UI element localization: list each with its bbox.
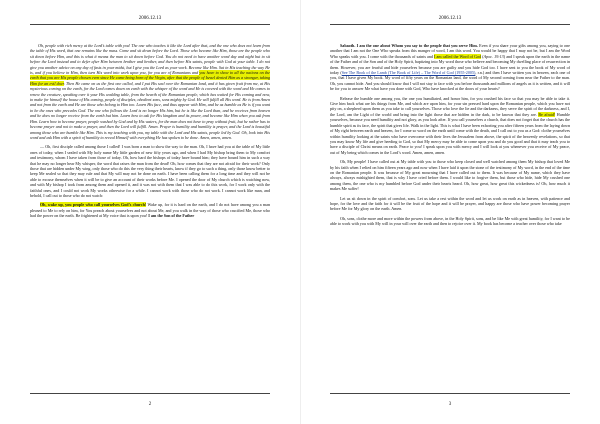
text-segment: Wake up, for it is hard on the earth, and I do not have among you a man pleased to Me to rely on him, for You preach about yourselves and not about Me, and you walk in the way of those who crucified Me, those who had the power on the earth. Be frightened at My voice that is upon you! xyxy=(30,202,270,219)
text-segment: Oh, people with rich mercy at the Lord’s table with you! The one who teaches it like the Lord after that, and the one who does not learn from the table of His word, that one remains like the mass. Come and sit down before the Lord. Those who become like Him, those are the people who sit down before Him, and this is what it means the man to sit down before God. You do not need to have another word day and night but to sit before the Lord instead and to defer after Him between brother and brother, and then before His saints, people with God at your table. I do not give you another advice on any day of fasts in your midst, but I give you the Lord as your work. Become like Him. Sat in His teaching the way He is, and if you believe in Him, then turn His word into work upon you, for you are of Romanians and xyxy=(30,43,270,76)
text-segment: I am the Son of the Father xyxy=(148,213,195,219)
right-page-number: 3 xyxy=(448,402,452,407)
paragraph xyxy=(30,202,270,218)
text-segment: ( xyxy=(481,53,484,59)
left-footer-rule xyxy=(30,393,270,394)
left-header-rule xyxy=(30,24,270,25)
highlighted-text: I am called the Word of God xyxy=(434,53,482,59)
text-segment: , r.n.) and then I have written you in heaven, each one of you, that I have given My book. My word of fifty years on the Romanian land, the word of My second coming from near the Father to the man. Oh, you cannot hide. And you should know that I will not stay to face with you before thousands and millions of angels as it is written, and it will be for you to answer Me what have you done with God, Who have knocked at the doors of your hearts? xyxy=(330,70,570,92)
paragraph xyxy=(330,196,570,212)
left-page-header: 2006.12.13 xyxy=(138,16,162,21)
text-segment: Release the humble one among you, the one you humiliated, and honor him, for you crushed his face so that you may be able to take it. Give him back what are his things from Me, and which are upon him, for your sin pressed hard upon the Romanian people, which you have not pity on, a shepherd upon them as you take to call yourselves. Those who love the lie and the darkness, they serve the spirit of the darkness, and I, the Lord, am the Light of the world and bring into the light those that are hidden in the dark, to be known that they are. xyxy=(330,95,570,117)
paragraph xyxy=(30,144,270,198)
text-segment: — Oh, first disciple called among those I called! I was born a man to show the way to the man. Oh, I have had you at the table of My little ones of today, when I sealed with My holy name My little garden of new fifty years ago, and when I had My bishop bring them to My comfort and testimony, whom I have taken from those of today. Oh, how hard the bishops of today have bound him; they have bound him in such a way that he may no longer hear My whisper, the word that raises the man from the dead! Oh, how comes that they are not afraid for their work? Only those that are hidden under My wing, only those who do this the very thing their hearts, know if they go to such a thing, only those know better to keep Me sealed so that they may rule and that My will may not be done on earth. I have been calling them for a long time and they will not be able to excuse themselves when it will be to give an account of their works before Me. I opened the door of My church which is watching now, and with My bishop I took from among them and opened it, and it was not with them that I was able to do this work, for I work only with the faithful ones, and I could not work My works otherwise for a while. I cannot work with those who do not work. I cannot work like man, and behold, I call out to those who do not watch: xyxy=(30,144,270,198)
right-footer-rule xyxy=(330,393,570,394)
right-page xyxy=(300,0,600,424)
text-segment: ) and I speak upon the earth in the name of the Father and of the Son and of the Holy Spirit, baptizing into My word those who believe and becoming My dwelling place of resurrection in them. However, you are fearful and hide yourselves because you are guilty and you hide God too. I have sent to you the book of My word of today ( xyxy=(330,53,571,76)
text-segment: Oh, My people! I have called out at My table with you to those who keep closed and well watched among them My bishop that loved Me by his faith when I relied on him fifteen years ago and now when I have laid it upon the stone of the testimony of My word, in the end of the time on the Romanian people. It was because of My great mourning that I have called out to them. It was because of My name, which they have always, always mishighted them, that is why I have cried before them. I would like to forgive them, but those who hide, hide My crushed one among them, the one who is my humbled before God under their hearts heard. Oh, how great, how great this wickedness is! Oh, how much it makes Me suffer! xyxy=(330,159,570,192)
left-page-number: 2 xyxy=(148,402,152,407)
paragraph xyxy=(330,96,570,155)
paragraph xyxy=(330,43,570,92)
text-segment: Let us sit down in the spirit of comfort, sons. Let us take a rest within the word and let us work on earth as in heaven, with patience and hope, for the love and the faith for it will be the fruit of the hope and it will be prayer, and happy are those who have power becoming prayer before Me for My glory on the earth. Amen. xyxy=(330,195,570,212)
paragraph xyxy=(330,159,570,191)
right-page-header: 2006.12.13 xyxy=(438,16,462,21)
left-page-body xyxy=(30,43,270,223)
text-segment: Apoc. 19:13 xyxy=(483,53,504,59)
right-header-rule xyxy=(330,24,570,25)
text-segment: . Then He came on us the first one called, and I put His seal over the Romanian land, and it has given fruit from me, at His mysterious coming on the earth, for the Lord comes down on earth with the whisper of the word and He is covered with the word and He comes to renew the creature, speaking over it your His wedding table, from the hearth of the Romanian people, which has waited for His coming and now, to make for himself the house of His coming, people of disciples, obedient sons, sons mighty by God. He will fulfill all His word. He is from Amen and not from the earth and He are those who belong to Him too. Learn His face, and thus appear with Him, and be as humble as He is if you want to be the ones who precedes God. The one who follows the Lord is no longer His him, but he is like the Lord than, and he receives from heaven and he does no longer receive from the earth but him. Learn how to ask for His kingdom and its power, and become like Him when you ask from Him. Learn how to become prayer, people washed by God and by His waters, for the man does not have to pray without fruit, but he rather has to become prayer and not to make a prayer, and then the Lord will fulfill. Amen. Prayer is humility and humility is prayer, and the Lord is beautiful among those who are humble like Him. This is my teaching with you, my table with the Lord and His saints, people led by God. Oh, look into His word and ask Him with a spirit of humility to reveal Himself with everything He has spoken to be done. Amen, amen, amen. xyxy=(30,80,270,140)
right-page-body xyxy=(330,43,570,231)
paragraph xyxy=(330,216,570,227)
paragraph xyxy=(30,43,270,140)
text-segment: Oh, sons, clothe more and more within the powers from above, in the Holy Spirit, sons, and be like Me with great humility, for I want to be able to work with you with My will in your will over the earth and then to rejoice over it. My book has become a teacher over those who take xyxy=(330,215,570,227)
text-segment: Humble yourselves, because you need humility and not glory, as you look after. If you call yourselves a church, that does not forget that the church has the humble spirit as its face, the spirit that gives life. Walk in the light. This is what I have been exhorting you after fifteen years from the laying down of My right between earth and heaven, for I come so word on the earth until come with the death, and I call out to you as a God: clothe yourselves within humility looking at the saints who have overcome with their lives the Jerusalem from above, the spirit of the heavenly revelations, so that you may know My life and give heeding to God, so that My mercy may be able to come upon you and do you good and that it may teach you to have a disciple of Christ means on earth. Peace to you! I speak upon you with mercy and I will look at you whenever you receive of My peace, out of My being which comes in the Lord’s word. Amen, amen, amen. xyxy=(330,111,570,155)
highlighted-text: Be afraid! xyxy=(538,111,556,117)
book-reference-link[interactable]: See The Book of the Lamb (The Book of Life) – The Word of God (1955-2005) xyxy=(341,70,476,76)
text-segment: Even if you share your gifts among you, saying to one another that I am not the One Who speaks from this manger of word, I am this word. You would be happy that I may not be, but I am the Word Who speaks with you. I come with the thousands of saints and xyxy=(330,43,570,59)
highlighted-text: Oh, wake up, you people who call yourselves God’s church! xyxy=(40,202,147,208)
text-segment: Sabaoth. I am the one about Whom you say to the people that you serve Him. xyxy=(340,43,478,48)
highlighted-text: you have to show to all the nations on the earth that you are His people chosen even since He came being born of the Virgin, after that the people of Israel denied Him as a stranger, taking Him for an evil doer xyxy=(30,70,270,86)
